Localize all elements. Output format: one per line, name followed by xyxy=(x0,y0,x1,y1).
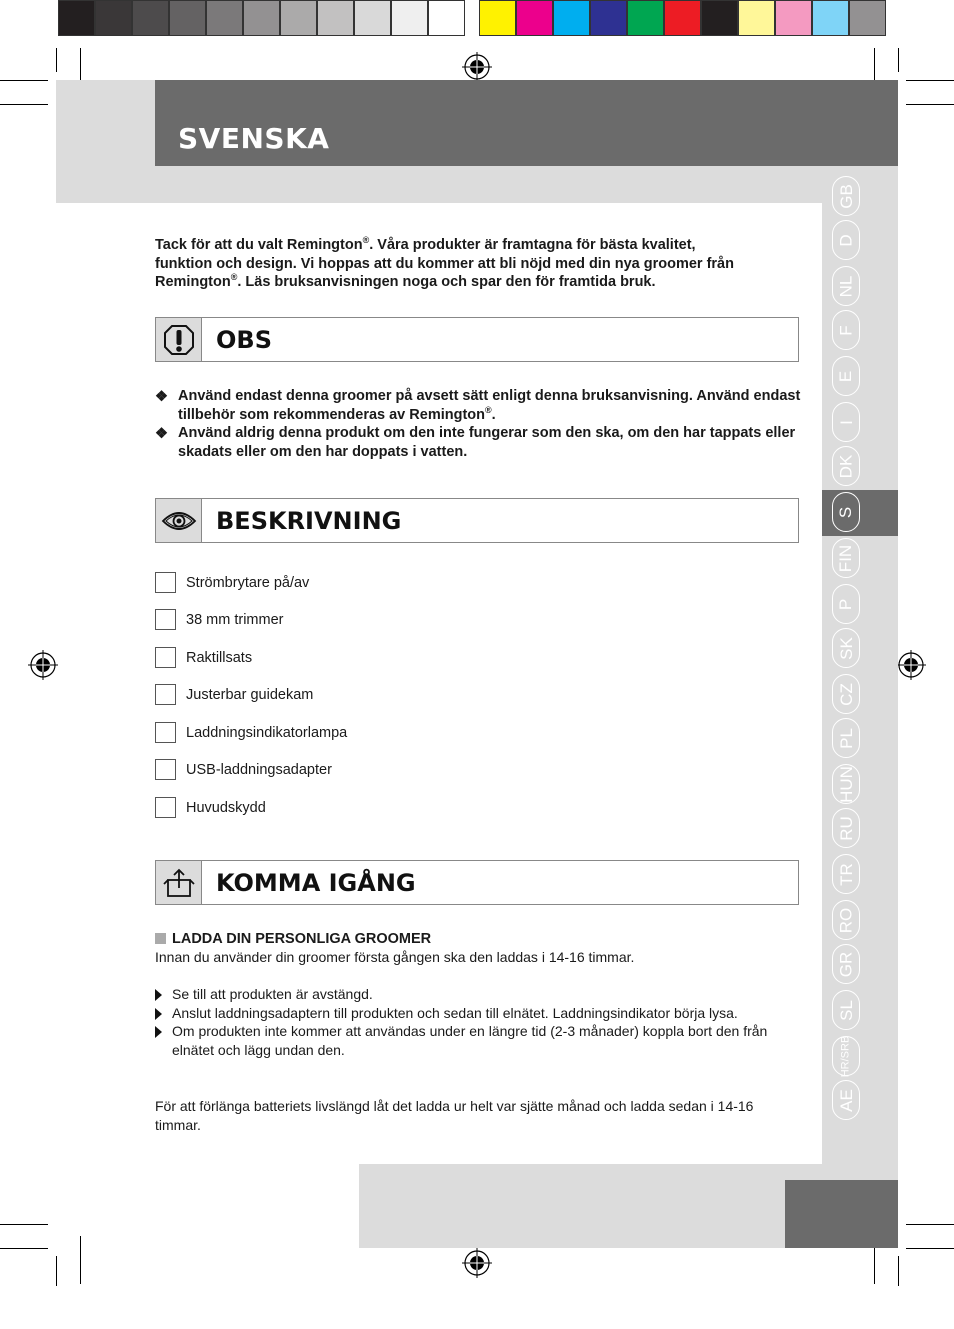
description-item xyxy=(155,608,283,631)
color-swatch xyxy=(317,0,354,36)
step-item xyxy=(155,1022,795,1059)
registration-mark-icon xyxy=(462,1248,492,1278)
section-title: OBS xyxy=(216,325,272,354)
language-tab-pl[interactable] xyxy=(832,718,860,758)
language-tab-p[interactable] xyxy=(832,584,860,624)
crop-mark xyxy=(0,104,48,105)
language-code: S xyxy=(836,506,856,518)
crop-mark xyxy=(0,1248,48,1249)
language-tab-s[interactable] xyxy=(832,492,860,532)
crop-mark xyxy=(0,1224,48,1225)
number-box xyxy=(155,722,176,743)
language-code: RO xyxy=(836,907,856,933)
registration-mark-icon xyxy=(896,650,926,680)
language-tab-d[interactable] xyxy=(832,220,860,260)
color-swatch xyxy=(812,0,849,36)
language-tab-fin[interactable] xyxy=(832,538,860,578)
description-label: Justerbar guidekam xyxy=(186,686,314,703)
square-bullet-icon xyxy=(155,933,166,944)
language-code: E xyxy=(836,370,856,382)
language-code: PL xyxy=(836,727,856,749)
language-tab-ru[interactable] xyxy=(832,808,860,848)
swatch-gap xyxy=(465,0,479,36)
color-swatch xyxy=(391,0,428,36)
page-number-box xyxy=(785,1180,898,1248)
language-tab-hr-srb[interactable] xyxy=(832,1036,860,1076)
color-swatch xyxy=(516,0,553,36)
description-label: Huvudskydd xyxy=(186,799,266,816)
description-item xyxy=(155,571,309,594)
description-item xyxy=(155,721,347,744)
crop-mark xyxy=(0,80,48,81)
language-tab-e[interactable] xyxy=(832,356,860,396)
language-tab-ro[interactable] xyxy=(832,900,860,940)
warning-bullet-icon: ❖ xyxy=(155,426,168,442)
language-code: F xyxy=(836,324,856,336)
language-code: HUN xyxy=(836,765,856,803)
color-swatch xyxy=(590,0,627,36)
subheading-text: LADDA DIN PERSONLIGA GROOMER xyxy=(172,931,432,947)
color-swatch xyxy=(428,0,465,36)
language-tab-gr[interactable] xyxy=(832,944,860,984)
number-box xyxy=(155,647,176,668)
intro-line-3a: Remington xyxy=(155,274,231,290)
number-box xyxy=(155,684,176,705)
number-box xyxy=(155,759,176,780)
battery-note: För att förlänga batteriets livslängd låt det ladda ur helt var sjätte månad och ladda sedan i 14-16 timmar. xyxy=(155,1098,754,1133)
description-item xyxy=(155,646,252,669)
color-swatch xyxy=(243,0,280,36)
registered-mark: ® xyxy=(485,404,492,415)
language-tab-hun[interactable] xyxy=(832,764,860,804)
language-tab-sk[interactable] xyxy=(832,628,860,668)
language-code: DK xyxy=(836,454,856,478)
step-item xyxy=(155,985,795,1004)
language-code: HR/SRB xyxy=(839,1035,852,1077)
arrow-bullet-icon xyxy=(155,1008,162,1020)
color-swatch xyxy=(206,0,243,36)
language-code: P xyxy=(836,598,856,610)
color-calibration-bar xyxy=(58,0,886,38)
crop-mark xyxy=(56,1256,57,1286)
language-code: TR xyxy=(836,862,856,886)
step-text: Om produkten inte kommer att användas under en längre tid (2-3 månader) koppla bort den från elnätet och lägg undan den. xyxy=(172,1023,768,1058)
description-label: 38 mm trimmer xyxy=(186,611,284,628)
description-label: USB-laddningsadapter xyxy=(186,761,332,778)
intro-line-1b: . Våra produkter är framtagna för bästa kvalitet, xyxy=(369,237,696,253)
color-swatch xyxy=(849,0,886,36)
crop-mark xyxy=(906,1248,954,1249)
page-title: SVENSKA xyxy=(178,122,330,155)
box-arrow-icon xyxy=(156,861,202,904)
crop-mark xyxy=(56,48,57,72)
crop-mark xyxy=(80,1236,81,1284)
description-item xyxy=(155,683,313,706)
step-text: Anslut laddningsadaptern till produkten och sedan till elnätet. Laddningsindikator börja lysa. xyxy=(172,1005,738,1021)
color-swatch xyxy=(132,0,169,36)
warning-text: Använd aldrig denna produkt om den inte fungerar som den ska, om den har tappats eller skadats eller om den har doppats i vatten. xyxy=(178,425,796,460)
color-swatch xyxy=(95,0,132,36)
number-box xyxy=(155,572,176,593)
crop-mark xyxy=(906,104,954,105)
section-komma-igang xyxy=(155,860,799,905)
exclamation-icon xyxy=(156,318,202,361)
color-swatch xyxy=(775,0,812,36)
eye-icon xyxy=(156,499,202,542)
color-swatch xyxy=(738,0,775,36)
color-swatch xyxy=(280,0,317,36)
registered-mark: ® xyxy=(230,272,238,283)
description-label: Laddningsindikatorlampa xyxy=(186,724,348,741)
intro-text xyxy=(155,236,805,292)
crop-mark xyxy=(906,1224,954,1225)
description-label: Strömbrytare på/av xyxy=(186,574,310,591)
description-item xyxy=(155,758,332,781)
language-tab-i[interactable] xyxy=(832,402,860,442)
intro-line-1a: Tack för att du valt Remington xyxy=(155,237,363,253)
language-code: SK xyxy=(836,636,856,660)
step-item xyxy=(155,1004,795,1023)
language-code: GB xyxy=(836,183,856,209)
warning-item xyxy=(155,424,805,461)
language-code: CZ xyxy=(836,682,856,706)
subheading xyxy=(155,929,805,949)
color-swatch xyxy=(58,0,95,36)
arrow-bullet-icon xyxy=(155,1026,162,1038)
arrow-bullet-icon xyxy=(155,989,162,1001)
warning-bullet-icon: ❖ xyxy=(155,389,168,405)
registered-mark: ® xyxy=(362,235,370,246)
language-code: NL xyxy=(836,275,856,297)
language-code: AE xyxy=(836,1088,856,1112)
color-swatch xyxy=(627,0,664,36)
language-tab-dk[interactable] xyxy=(832,446,860,486)
language-code: RU xyxy=(836,815,856,841)
language-code: I xyxy=(836,419,856,425)
color-swatch xyxy=(479,0,516,36)
color-swatch xyxy=(354,0,391,36)
intro-line-2: funktion och design. Vi hoppas att du kommer att bli nöjd med din nya groomer från xyxy=(155,255,734,272)
language-code: D xyxy=(836,233,856,247)
language-code: GR xyxy=(836,951,856,977)
language-code: SL xyxy=(836,999,856,1021)
registration-mark-icon xyxy=(462,52,492,82)
registration-mark-icon xyxy=(28,650,58,680)
number-box xyxy=(155,609,176,630)
language-tab-cz[interactable] xyxy=(832,674,860,714)
section-obs xyxy=(155,317,799,362)
warning-text: Använd endast denna groomer på avsett sätt enligt denna bruksanvisning. Använd endast tillbehör som rekommenderas av Remington xyxy=(178,388,801,423)
crop-mark xyxy=(898,1256,899,1286)
color-swatch xyxy=(701,0,738,36)
section-beskrivning xyxy=(155,498,799,543)
description-item xyxy=(155,796,266,819)
language-tab-ae[interactable] xyxy=(832,1080,860,1120)
color-swatch xyxy=(169,0,206,36)
section-title: BESKRIVNING xyxy=(216,506,402,535)
language-tab-f[interactable] xyxy=(832,310,860,350)
language-tab-tr[interactable] xyxy=(832,854,860,894)
language-code: FIN xyxy=(836,544,856,572)
color-swatch xyxy=(664,0,701,36)
section-title: KOMMA IGÅNG xyxy=(216,868,416,897)
intro-line-3b: . Läs bruksanvisningen noga och spar den för framtida bruk. xyxy=(237,274,656,290)
number-box xyxy=(155,797,176,818)
language-tab-sl[interactable] xyxy=(832,990,860,1030)
language-tab-gb[interactable] xyxy=(832,176,860,216)
warning-item xyxy=(155,387,805,424)
description-label: Raktillsats xyxy=(186,649,253,666)
step-text: Se till att produkten är avstängd. xyxy=(172,986,373,1002)
crop-mark xyxy=(898,48,899,72)
crop-mark xyxy=(906,80,954,81)
charging-intro: Innan du använder din groomer första gången ska den laddas i 14-16 timmar. xyxy=(155,949,635,965)
warning-text-end: . xyxy=(491,406,496,423)
color-swatch xyxy=(553,0,590,36)
language-tab-nl[interactable] xyxy=(832,266,860,306)
